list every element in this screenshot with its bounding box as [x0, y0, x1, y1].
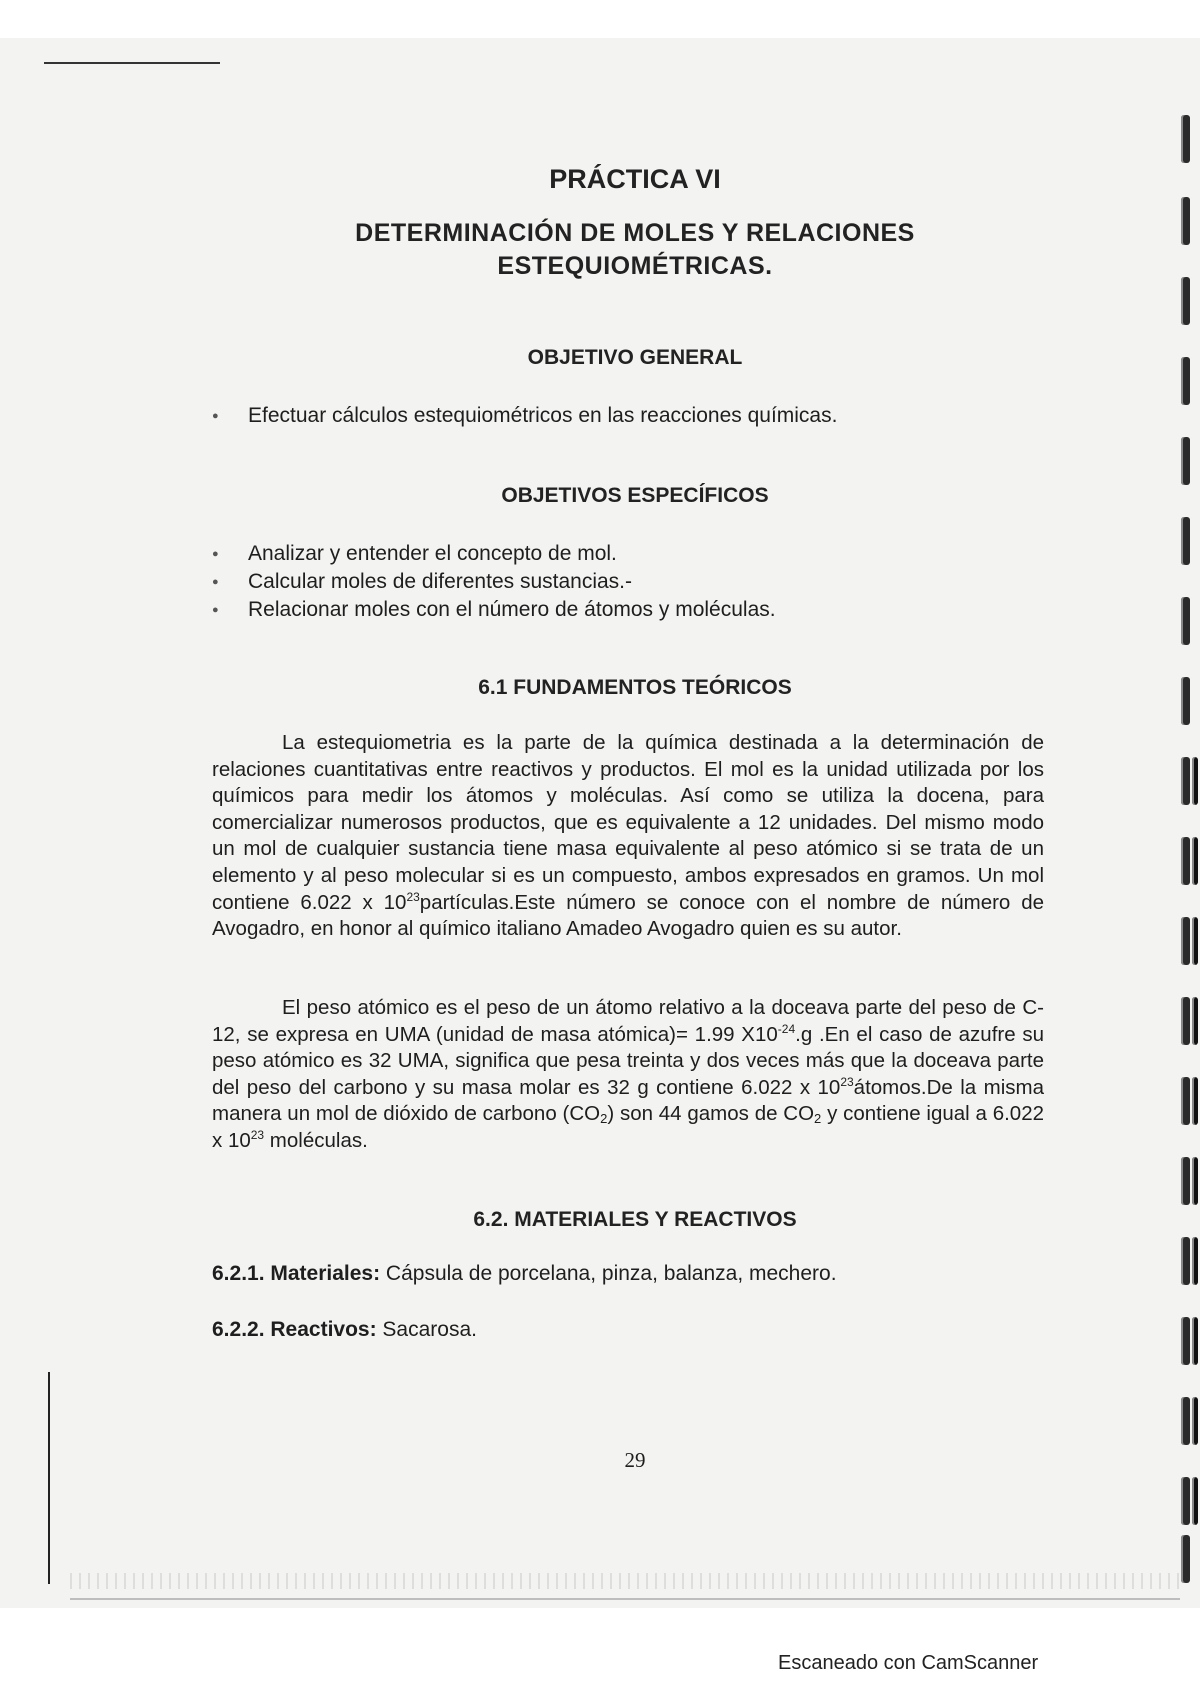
- superscript: 23: [840, 1074, 854, 1089]
- binding-ring: [1181, 1077, 1190, 1125]
- bottom-noise: [70, 1573, 1180, 1589]
- superscript: 23: [406, 889, 420, 904]
- practice-subtitle: [0, 217, 1200, 283]
- binding-ring: [1181, 1237, 1190, 1285]
- materials-text: Cápsula de porcelana, pinza, balanza, mechero.: [380, 1262, 837, 1285]
- binding-ring: [1181, 1535, 1190, 1583]
- binding-ring: [1181, 1317, 1190, 1365]
- page-number: 29: [624, 1448, 646, 1472]
- top-rule: [44, 62, 220, 64]
- text-run: ) son 44 gamos de CO: [607, 1102, 815, 1126]
- binding-ring: [1192, 1477, 1198, 1525]
- binding-ring: [1181, 1397, 1190, 1445]
- subtitle-line: DETERMINACIÓN DE MOLES Y RELACIONES: [355, 219, 915, 247]
- binding-ring: [1181, 277, 1190, 325]
- binding-ring: [1181, 517, 1190, 565]
- binding-ring: [1181, 1477, 1190, 1525]
- list-item: ● Efectuar cálculos estequiométricos en las reacciones químicas.: [212, 402, 837, 430]
- binding-ring: [1192, 917, 1198, 965]
- binding-ring: [1192, 1397, 1198, 1445]
- list-item: ● Calcular moles de diferentes sustancias.-: [212, 568, 776, 596]
- binding-ring: [1181, 1157, 1190, 1205]
- binding-ring: [1181, 997, 1190, 1045]
- paragraph: [212, 995, 1044, 1155]
- binding-ring: [1181, 115, 1190, 163]
- specific-objectives-list: [212, 540, 776, 624]
- text-run: átomos.De la misma manera un mol de dióxido de carbono (CO: [212, 1075, 1044, 1126]
- binding-ring: [1192, 837, 1198, 885]
- binding-ring: [1181, 917, 1190, 965]
- binding-ring: [1192, 1157, 1198, 1205]
- subscript: 2: [600, 1111, 608, 1127]
- text-run: moléculas.: [264, 1128, 368, 1152]
- list-item: ● Analizar y entender el concepto de mol.: [212, 540, 776, 568]
- general-objective-heading: OBJETIVO GENERAL: [527, 346, 743, 369]
- binding-ring: [1192, 757, 1198, 805]
- fundamentals-heading: 6.1 FUNDAMENTOS TEÓRICOS: [478, 676, 792, 699]
- general-objective-list: [212, 402, 837, 430]
- text-run: partículas.Este número se conoce con el nombre de número de Avogadro, en honor al químico italiano Amadeo Avogadro quien es su autor.: [212, 890, 1044, 941]
- spiral-binding: [1166, 85, 1200, 1605]
- list-item: ● Relacionar moles con el número de átomos y moléculas.: [212, 596, 776, 624]
- binding-ring: [1192, 1077, 1198, 1125]
- page-title: PRÁCTICA VI: [549, 164, 721, 194]
- binding-ring: [1192, 997, 1198, 1045]
- superscript: -24: [777, 1021, 796, 1036]
- binding-ring: [1192, 1237, 1198, 1285]
- left-margin-line: [48, 1372, 50, 1584]
- reagents-label: 6.2.2. Reactivos:: [212, 1318, 377, 1341]
- text-run: y contiene igual a 6.022 x 10: [212, 1102, 1044, 1152]
- binding-ring: [1181, 597, 1190, 645]
- materials-line: [212, 1262, 837, 1286]
- reagents-line: [212, 1318, 477, 1342]
- binding-ring: [1181, 837, 1190, 885]
- scanner-watermark: Escaneado con CamScanner: [778, 1652, 1039, 1674]
- subscript: 2: [814, 1111, 822, 1127]
- materials-label: 6.2.1. Materiales:: [212, 1262, 381, 1285]
- subtitle-line: ESTEQUIOMÉTRICAS.: [497, 252, 773, 280]
- paragraph: [212, 730, 1044, 943]
- binding-ring: [1181, 437, 1190, 485]
- text-run: El peso atómico es el peso de un átomo relativo a la doceava parte del peso de C-12, se expresa en UMA (unidad de masa atómica)= 1.99 X10: [212, 996, 1044, 1046]
- bottom-rule: [70, 1598, 1180, 1600]
- specific-objectives-heading: OBJETIVOS ESPECÍFICOS: [501, 484, 769, 507]
- materials-heading: 6.2. MATERIALES Y REACTIVOS: [473, 1208, 797, 1231]
- binding-ring: [1192, 1317, 1198, 1365]
- text-run: La estequiometria es la parte de la química destinada a la determinación de relaciones cuantitativas entre reactivos y productos. El mol es la unidad utilizada por los químicos para medir los átomos y moléculas. Así como se utiliza la docena, para comercializar numerosos productos, que es equivalente a 12 unidades. Del mismo modo un mol de cualquier sustancia tiene masa equivalente al peso atómico si se trata de un elemento y al peso molecular si es un compuesto, ambos expresados en gramos. Un mol contiene 6.022 x 10: [212, 731, 1044, 914]
- superscript: 23: [250, 1127, 265, 1142]
- text-run: .g .En el caso de azufre su peso atómico es 32 UMA, significa que pesa treinta y dos veces más que la doceava parte del peso del carbono y su masa molar es 32 g contiene 6.022 x 10: [212, 1022, 1044, 1099]
- reagents-text: Sacarosa.: [376, 1318, 477, 1341]
- binding-ring: [1181, 757, 1190, 805]
